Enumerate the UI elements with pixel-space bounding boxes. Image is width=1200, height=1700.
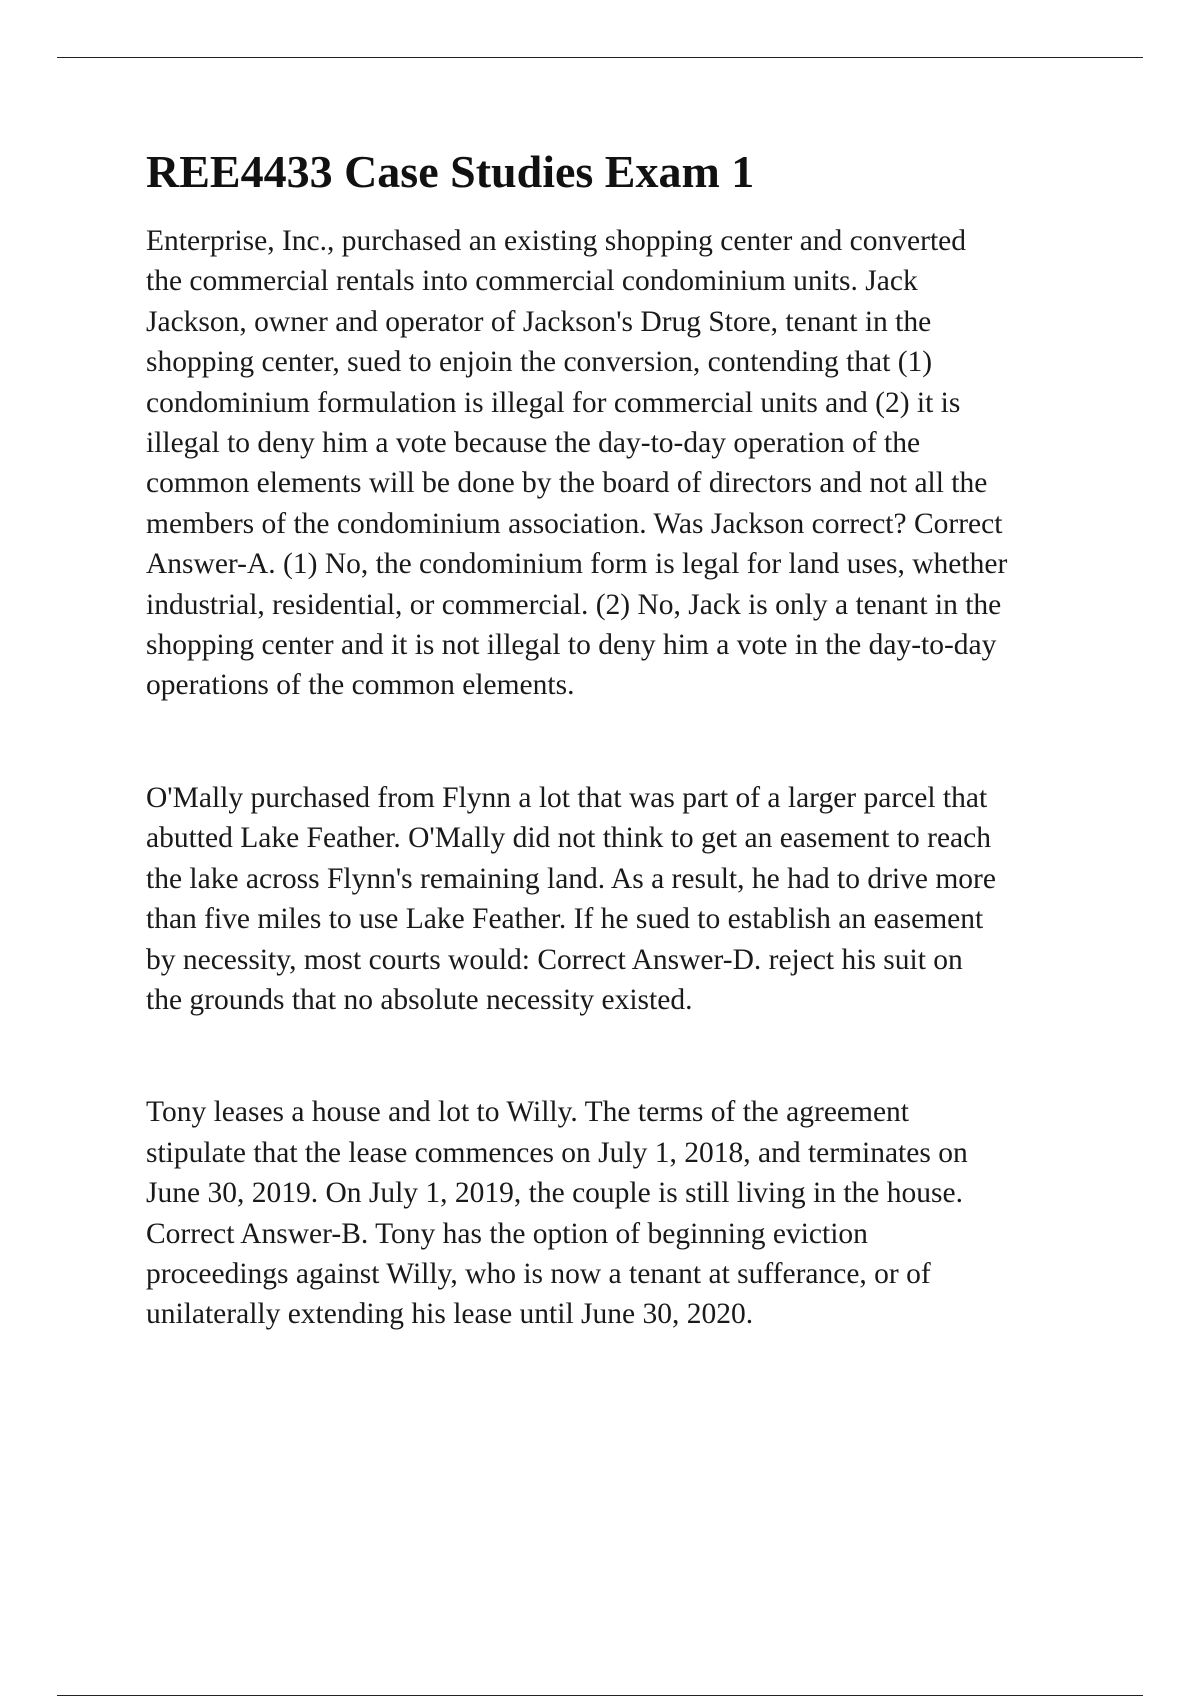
text-line: Enterprise, Inc., purchased an existing shopping center and converted xyxy=(146,225,966,257)
text-line: members of the condominium association. Was Jackson correct? Correct xyxy=(146,507,1003,540)
document-title: REE4433 Case Studies Exam 1 xyxy=(146,146,755,197)
text-line: Correct Answer-B. Tony has the option of beginning eviction xyxy=(146,1217,868,1250)
text-line: unilaterally extending his lease until June 30, 2020. xyxy=(146,1298,754,1331)
text-line: operations of the common elements. xyxy=(146,669,575,702)
text-line: Tony leases a house and lot to Willy. The terms of the agreement xyxy=(146,1096,909,1129)
text-line: stipulate that the lease commences on July 1, 2018, and terminates on xyxy=(146,1136,968,1169)
text-line: by necessity, most courts would: Correct Answer-D. reject his suit on xyxy=(146,943,963,976)
text-line: shopping center, sued to enjoin the conversion, contending that (1) xyxy=(146,346,933,379)
text-line: shopping center and it is not illegal to deny him a vote in the day-to-day xyxy=(146,629,997,662)
text-line: the lake across Flynn's remaining land. As a result, he had to drive more xyxy=(146,862,996,895)
text-line: common elements will be done by the board of directors and not all the xyxy=(146,467,988,500)
text-line: Answer-A. (1) No, the condominium form is legal for land uses, whether xyxy=(146,548,1008,581)
text-line: June 30, 2019. On July 1, 2019, the couple is still living in the house. xyxy=(146,1177,963,1210)
text-line: abutted Lake Feather. O'Mally did not think to get an easement to reach xyxy=(146,822,991,855)
text-line: O'Mally purchased from Flynn a lot that was part of a larger parcel that xyxy=(146,781,988,814)
text-line: condominium formulation is illegal for commercial units and (2) it is xyxy=(146,386,961,419)
text-line: proceedings against Willy, who is now a tenant at sufferance, or of xyxy=(146,1257,931,1290)
question-2 xyxy=(146,778,1096,1020)
text-line: illegal to deny him a vote because the day-to-day operation of the xyxy=(146,427,921,460)
text-line: industrial, residential, or commercial. (2) No, Jack is only a tenant in the xyxy=(146,588,1002,621)
question-1 xyxy=(146,221,1096,706)
text-line: the commercial rentals into commercial condominium units. Jack xyxy=(146,265,918,298)
text-line: Jackson, owner and operator of Jackson's Drug Store, tenant in the xyxy=(146,305,932,338)
bottom-divider xyxy=(57,1695,1143,1696)
top-divider xyxy=(57,57,1143,58)
text-line: than five miles to use Lake Feather. If he sued to establish an easement xyxy=(146,903,984,936)
text-line: the grounds that no absolute necessity existed. xyxy=(146,983,693,1016)
question-3 xyxy=(146,1092,1096,1334)
question-list xyxy=(146,221,1096,1335)
